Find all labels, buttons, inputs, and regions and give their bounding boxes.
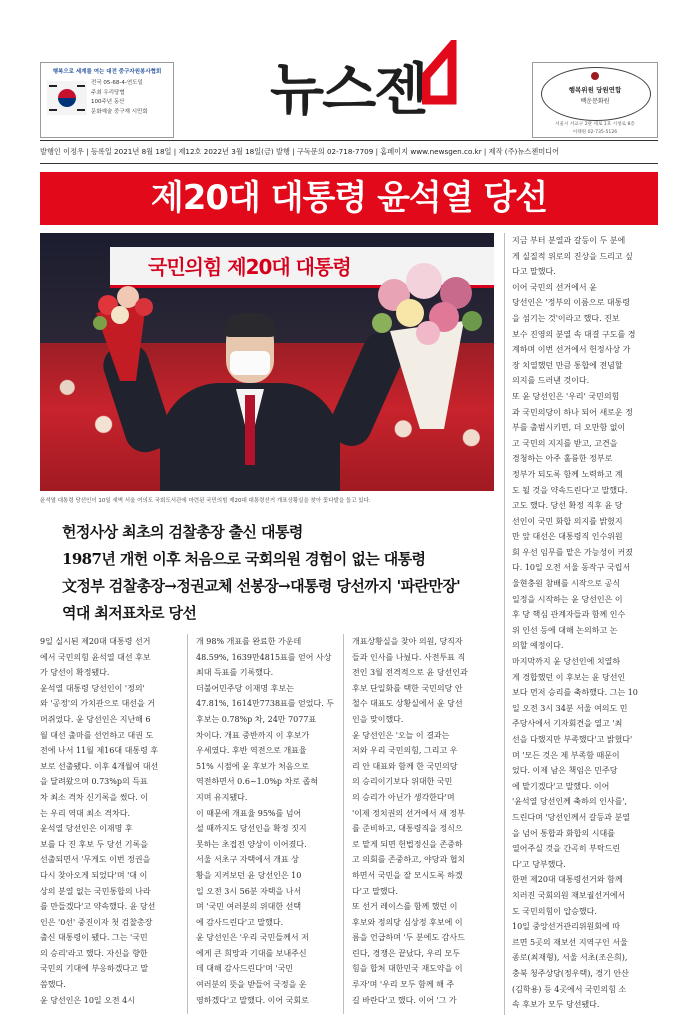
article-line: 48.59%, 1639만4815표를 얻어 사상: [196, 652, 332, 662]
photo-tie: [245, 395, 255, 465]
article-line: 일 오전 3시 56분 자택을 나서: [196, 886, 302, 896]
article-line: 선출되면서 '무게도 이번 정권을: [40, 855, 151, 865]
article-line: 에 맡기겠다'고 말했다. 이어: [512, 781, 610, 791]
article-line: 영하겠다'고 말했다. 이어 국회로: [196, 995, 309, 1005]
article-column-1: [40, 634, 178, 1014]
article-line: 열어주실 것을 간곡히 부탁드린: [512, 844, 621, 854]
article-line: 여러분의 뜻을 받들어 국정을 운: [196, 980, 307, 990]
article-line: 일 오전 3시 34분 서울 여의도 민: [512, 703, 628, 713]
article-line: 보로 선출됐다. 이후 4개월여 대선: [40, 761, 159, 771]
article-line: 후 당 핵심 관계자들과 함께 인수: [512, 610, 626, 620]
article-line: '윤석열 당선인께 축하의 인사를',: [512, 797, 628, 807]
article-line: 만 앞 대선은 대통령직 인수위원: [512, 532, 623, 542]
article-line: 10일 중앙선거관리위원회에 따: [512, 922, 621, 932]
article-line: 개표상황실을 찾아 의원, 당직자: [352, 637, 463, 646]
article-line: 서울 서초구 자택에서 개표 상: [196, 855, 299, 865]
article-line: 윤 당선인은 '우리 국민들께서 저: [196, 933, 309, 943]
ad-box-right: [532, 62, 658, 138]
article-line: 게 실질적 위로의 진상을 드리고 싶: [512, 251, 633, 261]
article-line: 를 준비하고, 대통령직을 정식으: [352, 824, 463, 834]
article-line: 설 때까지도 당선인을 확정 짓지: [196, 824, 307, 834]
korean-flag-icon: [47, 81, 87, 115]
article-line: 을 섬기는 것'이라고 했다. 진보: [512, 313, 620, 323]
article-line: 회 우선 임무를 맡은 가능성이 커졌: [512, 547, 633, 557]
ad-box-left: [40, 62, 174, 138]
article-line: 한편 제20대 대통령선거와 함께: [512, 875, 623, 885]
article-line: 에서 국민의힘 윤석열 대선 후보: [40, 652, 151, 662]
ad-right-phone: 이태원 02-735-5126: [572, 130, 618, 135]
ad-right-line: 행복위원 당원연합: [568, 86, 622, 94]
column-divider: [343, 634, 344, 1014]
article-line: 상의 분열 없는 국민통합의 나라: [40, 886, 151, 896]
ad-right-address: 서울시 서교구 2관 세로 1호 시청로 8층: [555, 122, 635, 127]
article-line: 정부가 되도록 함께 노력하고 계: [512, 469, 623, 479]
article-line: 게 경합했던 이 후보는 윤 당선인: [512, 672, 626, 682]
bouquet-right-icon: [354, 251, 494, 431]
article-line: 고 국민의 지지를 받고, 고견을: [512, 438, 618, 448]
article-line: 의 승리가 아닌가 생각한다'며: [352, 792, 455, 802]
newspaper-logo: 뉴스젠: [270, 58, 427, 123]
article-line: 최대 득표를 기록했다.: [196, 668, 274, 678]
article-column-3: [352, 634, 494, 1014]
article-line: 머쥐었다. 윤 당선인은 지난해 6: [40, 714, 151, 724]
article-line: 개 98% 개표를 완료한 가운데: [196, 637, 302, 646]
article-line: 르면 5곳의 재보선 지역구인 서울: [512, 937, 628, 947]
article-line: 윤석열 당선인은 이재명 후: [40, 824, 133, 834]
article-line: 또 선거 레이스를 함께 했던 이: [352, 902, 458, 912]
ad-left-title: 행복으로 세계를 여는 대전 중구자원봉사협회: [52, 69, 162, 75]
article-line: 드린다며 '당선인께서 갈등과 분열: [512, 812, 631, 822]
article-line: 다'고 당부했다.: [512, 859, 566, 869]
article-line: 47.81%, 1614만7738표를 얻었다. 두: [196, 699, 334, 709]
article-line: 의 승리이기보다 위대한 국민: [352, 777, 453, 787]
article-line: 로 맡게 되면 헌법정신을 존중하: [352, 839, 463, 849]
article-line: 을 넘어 통합과 화합의 시대를: [512, 828, 615, 838]
article-line: 선인이 국민 화합 의지를 밝혔지: [512, 516, 623, 526]
article-line: 후보 단일화를 택한 국민의당 안: [352, 683, 463, 693]
article-line: 와 '공정'의 가치관으로 대선을 거: [40, 699, 156, 709]
article-line: 데 대해 감사드린다'며 '국민: [196, 964, 294, 974]
article-line: 었다. 이제 남은 책임은 민주당: [512, 766, 618, 776]
article-line: 다. 10일 오전 서울 동작구 국립서: [512, 563, 631, 573]
emblem-icon: [591, 72, 599, 80]
article-line: 당선인은 '정부의 이름으로 대통령: [512, 298, 631, 308]
article-line: 지며 유지됐다.: [196, 792, 248, 802]
article-line: 보다 먼저 승리를 축하했다. 그는 10: [512, 688, 638, 698]
article-line: 에 감사드린다'고 말했다.: [196, 917, 284, 927]
article-line: 는 우리 역대 최소 격차다.: [40, 808, 130, 818]
article-line: 들과 인사를 나눴다. 사전투표 직: [352, 652, 466, 662]
column-divider: [187, 634, 188, 1014]
article-line: 보를 다 진 후보 두 당선 기록을: [40, 839, 148, 849]
article-line: 다고 말했다.: [512, 267, 556, 277]
article-line: 역전하면서 0.6~1.0%p 차로 좁혀: [196, 777, 319, 787]
article-line: 더불어민주당 이재명 후보는: [196, 683, 294, 693]
article-line: 51% 시점에 윤 후보가 처음으로: [196, 761, 309, 771]
article-line: 의지를 드러낸 것이다.: [512, 376, 590, 386]
ad-right-line: 백운문화원: [580, 98, 610, 105]
article-line: 길 바란다'고 했다. 이어 '그 가: [352, 995, 457, 1005]
main-headline: 제20대 대통령 윤석열 당선: [40, 172, 658, 225]
article-line: 며 '국민 여러분의 위대한 선택: [196, 902, 302, 912]
article-line: 속 후보가 모두 당선됐다.: [512, 1000, 600, 1010]
article-line: 우세였다. 후반 역전으로 개표율: [196, 746, 307, 756]
article-line: 치러진 국회의원 재보궐선거에서: [512, 890, 626, 900]
article-line: 출신 대통령이 됐다. 그는 '국민: [40, 933, 148, 943]
article-line: 루자'며 '우리 모두 함께 해 주: [352, 980, 455, 990]
article-line: '이제 정치권의 선거에서 새 정부: [352, 808, 465, 818]
article-line: 고 의회를 존중하고, 야당과 협치: [352, 855, 466, 865]
article-line: 주당사에서 기자회견을 열고 '최: [512, 719, 623, 729]
article-line: 차이다. 개표 중반까지 이 후보가: [196, 730, 310, 740]
ad-left-line: 전국 05-68-4-연도일: [91, 80, 143, 86]
article-line: 를 만들겠다'고 약속했다. 윤 당선: [40, 902, 156, 912]
article-line: 인을 맞이했다.: [352, 714, 404, 724]
article-line: 경청하는 아주 훌륭한 정부로: [512, 454, 613, 464]
ad-left-lines: [91, 79, 170, 117]
logo-accent-icon: [422, 40, 466, 106]
article-line: 후보와 정의당 심상정 후보에 이: [352, 917, 463, 927]
ad-left-line: 문화예술 중구재 시민회: [91, 108, 148, 115]
article-line: 철수 대표도 상황실에서 윤 당선: [352, 699, 463, 709]
article-line: 못하는 초접전 양상이 이어졌다.: [196, 839, 307, 849]
article-line: 씀했다.: [40, 980, 66, 990]
article-line: 다시 찾아오게 되었다'며 '대 이: [40, 870, 148, 880]
article-line: 또 윤 당선인은 '우리' 국민의힘: [512, 391, 620, 401]
article-line: 인은 '0선' 중진이자 첫 검찰총장: [40, 917, 153, 927]
photo-hair: [224, 313, 276, 337]
article-line: 하면서 국민을 잘 모시도록 하겠: [352, 870, 463, 880]
article-line: 울현충원 참배를 시작으로 공식: [512, 579, 621, 589]
article-line: 일정을 시작하는 윤 당선인은 이: [512, 594, 623, 604]
subhead: 역대 최저표차로 당선: [62, 604, 197, 622]
article-line: 후보는 0.78%p 차, 24만 7077표: [196, 714, 317, 724]
article-line: 종로(최재형), 서울 서초(조은희),: [512, 953, 628, 963]
article-column-2: [196, 634, 334, 1014]
article-line: 도 국민의힘이 압승했다.: [512, 906, 597, 916]
article-column-right: [512, 233, 658, 1015]
article-line: 충북 청주상당(정우택), 경기 안산: [512, 968, 629, 978]
article-line: (김학용) 등 4곳에서 국민의힘 소: [512, 984, 627, 994]
article-line: 부를 출범시키면, 더 오만함 없이: [512, 423, 626, 433]
article-line: 을 달려왔으며 0.73%p의 득표: [40, 777, 148, 787]
ad-left-line: 주최 우리당협: [91, 89, 125, 96]
article-line: 가 당선이 확정됐다.: [40, 668, 110, 678]
photo-caption: 윤석열 대통령 당선인이 10일 새벽 서울 여의도 국회도서관에 마련된 국민의힘 제20대 대통령선거 개표상황실을 찾아 꽃다발을 들고 있다.: [40, 498, 371, 504]
subhead: 文정부 검찰총장→정권교체 선봉장→대통령 당선까지 '파란만장': [62, 577, 461, 595]
subhead: 1987년 개헌 이후 처음으로 국회의원 경험이 없는 대통령: [62, 550, 426, 568]
article-line: 이 때문에 개표율 95%를 넘어: [196, 808, 302, 818]
ad-left-line: 100주년 동산: [91, 99, 125, 106]
publication-info-bar: 발행인 이정우 | 등록일 2021년 8월 18일 | 제12호 2022년 3월 18일(금) 발행 | 구독문의 02-718-7709 | 홈페이지 www.newsgen.co.kr | 제작 (주)뉴스젠미디어: [40, 140, 658, 164]
subheadlines: [62, 519, 502, 627]
article-line: 9일 실시된 제20대 대통령 선거: [40, 637, 151, 646]
article-line: 고도 했다. 당선 확정 직후 윤 당: [512, 501, 623, 511]
article-line: 린다, 경쟁은 끝났다, 우리 모두: [352, 948, 460, 958]
article-line: 리 안 대표와 함께 한 국민의당: [352, 761, 458, 771]
bouquet-left-icon: [76, 273, 168, 383]
article-line: 보수 진영의 분열 속 대결 구도를 경: [512, 329, 636, 339]
article-line: 름을 언급하며 '두 분에도 감사드: [352, 933, 465, 943]
column-divider: [504, 233, 505, 1015]
article-line: 과 국민의당이 하나 되어 새로운 정: [512, 407, 633, 417]
article-line: 국민의 기대에 부응하겠다고 말: [40, 964, 149, 974]
photo-mask: [230, 351, 270, 375]
article-line: 황을 지켜보던 윤 당선인은 10: [196, 870, 302, 880]
article-line: 윤 당선인은 10일 오전 4시: [40, 995, 135, 1005]
article-line: 의할 예정이다.: [512, 641, 564, 651]
article-line: 힘을 합쳐 대한민국 재도약을 이: [352, 964, 463, 974]
article-line: 의 승리'라고 했다. 자신을 향한: [40, 948, 148, 958]
article-line: 마지막까지 윤 당선인에 치열하: [512, 657, 621, 667]
article-line: 에게 큰 희망과 기대를 보내주신: [196, 948, 307, 958]
article-line: 이어 국민의 선거에서 윤: [512, 282, 597, 292]
subhead: 헌정사상 최초의 검찰총장 출신 대통령: [62, 523, 303, 541]
article-line: 윤 당선인은 '오늘 이 결과는: [352, 730, 450, 740]
article-line: 계하며 이번 선거에서 헌정사상 가: [512, 345, 631, 355]
article-line: 전인 3월 전격적으로 윤 당선인과: [352, 668, 468, 678]
article-line: 도 될 것을 약속드린다'고 말했다.: [512, 485, 628, 495]
article-line: 저와 우리 국민의힘, 그리고 우: [352, 746, 458, 756]
article-line: 윤석열 대통령 당선인이 '정의': [40, 683, 145, 693]
article-line: 지금 부터 분열과 갈등이 두 분에: [512, 236, 626, 245]
article-line: 선을 다했지만 부족했다'고 밝혔다': [512, 735, 633, 744]
article-line: 월 대선 출마를 선언하고 대권 도: [40, 730, 154, 740]
article-line: 위 인선 등에 대해 논의하고 논: [512, 625, 618, 635]
photo-banner-text: 국민의힘 제20대 대통령: [148, 255, 351, 279]
lead-photo: [40, 233, 494, 491]
article-line: 장 치열했던 만큼 통합에 전념할: [512, 360, 623, 370]
article-line: 다'고 말했다.: [352, 886, 398, 896]
article-line: 며 '모든 것은 제 부족함 때문이: [512, 750, 620, 760]
article-line: 전에 나서 11월 제16대 대통령 후: [40, 746, 159, 756]
article-line: 차 최소 격차 신기록을 썼다. 이: [40, 792, 148, 802]
